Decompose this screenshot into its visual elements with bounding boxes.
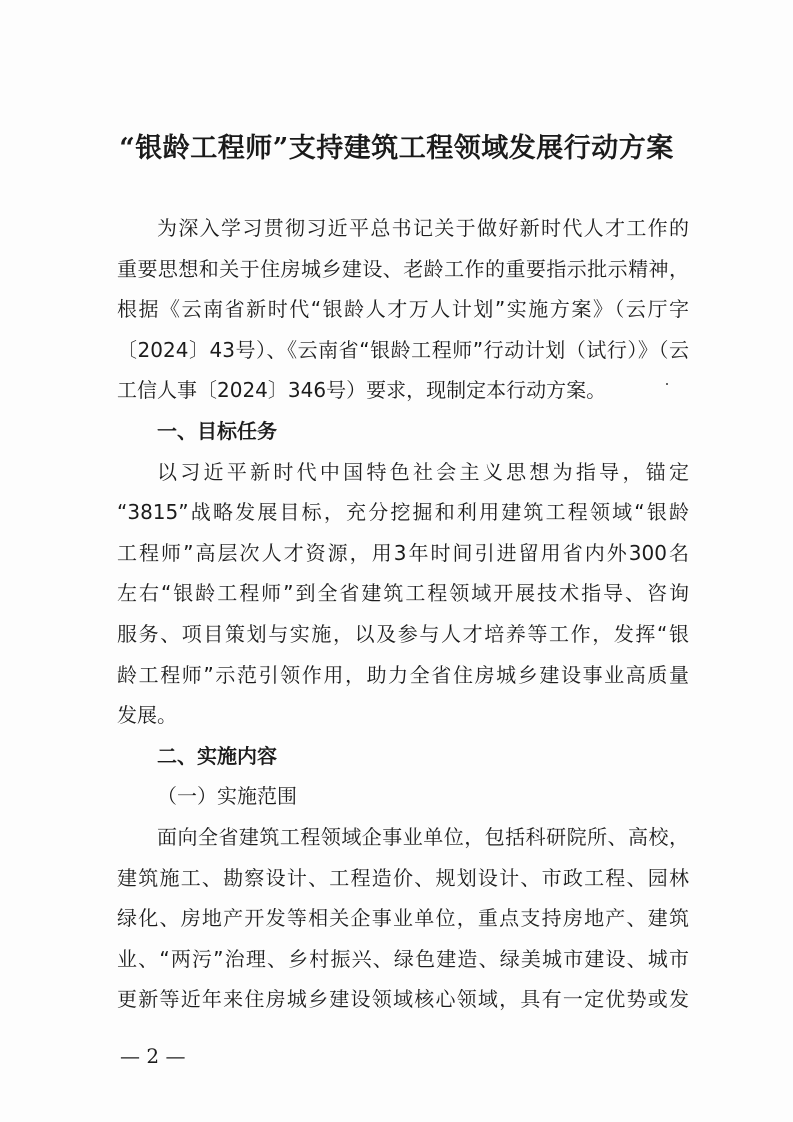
page-number: — 2 — bbox=[120, 1044, 186, 1068]
document-body bbox=[117, 208, 689, 1020]
paragraph-line: 更新等近年来住房城乡建设领域核心领域，具有一定优势或发 bbox=[117, 987, 689, 1012]
paragraph-line: 业、“两污”治理、乡村振兴、绿色建造、绿美城市建设、城市 bbox=[117, 946, 689, 971]
paragraph-line: “3815”战略发展目标，充分挖掘和利用建筑工程领域“银龄 bbox=[117, 500, 689, 525]
paragraph-line: 工信人事〔2024〕346号）要求，现制定本行动方案。 bbox=[117, 378, 607, 403]
document-title: “银龄工程师”支持建筑工程领域发展行动方案 bbox=[119, 133, 674, 164]
paragraph-line: 龄工程师”示范引领作用，助力全省住房城乡建设事业高质量 bbox=[117, 662, 689, 687]
paragraph-line: 重要思想和关于住房城乡建设、老龄工作的重要指示批示精神， bbox=[117, 256, 689, 281]
section-heading: 一、目标任务 bbox=[157, 418, 277, 443]
paragraph-line: 工程师”高层次人才资源，用3年时间引进留用省内外300名 bbox=[117, 540, 689, 565]
paragraph-line: 建筑施工、勘察设计、工程造价、规划设计、市政工程、园林 bbox=[117, 865, 689, 890]
section-heading: 二、实施内容 bbox=[157, 743, 277, 768]
paragraph-line: 〔2024〕43号）、《云南省“银龄工程师”行动计划（试行）》（云 bbox=[117, 337, 689, 362]
paragraph-line: 绿化、房地产开发等相关企事业单位，重点支持房地产、建筑 bbox=[117, 906, 689, 931]
paragraph-line: 根据《云南省新时代“银龄人才万人计划”实施方案》（云厅字 bbox=[117, 297, 689, 322]
paragraph-line: 左右“银龄工程师”到全省建筑工程领域开展技术指导、咨询 bbox=[117, 581, 689, 606]
paragraph-line: 发展。 bbox=[117, 703, 177, 728]
subsection-heading: （一）实施范围 bbox=[157, 784, 297, 809]
paragraph-line: 面向全省建筑工程领域企事业单位，包括科研院所、高校， bbox=[157, 824, 689, 849]
paragraph-line: 为深入学习贯彻习近平总书记关于做好新时代人才工作的 bbox=[157, 216, 689, 240]
paragraph-line: 服务、项目策划与实施，以及参与人才培养等工作，发挥“银 bbox=[117, 621, 689, 646]
paragraph-line: 以习近平新时代中国特色社会主义思想为指导，锚定 bbox=[157, 459, 689, 484]
